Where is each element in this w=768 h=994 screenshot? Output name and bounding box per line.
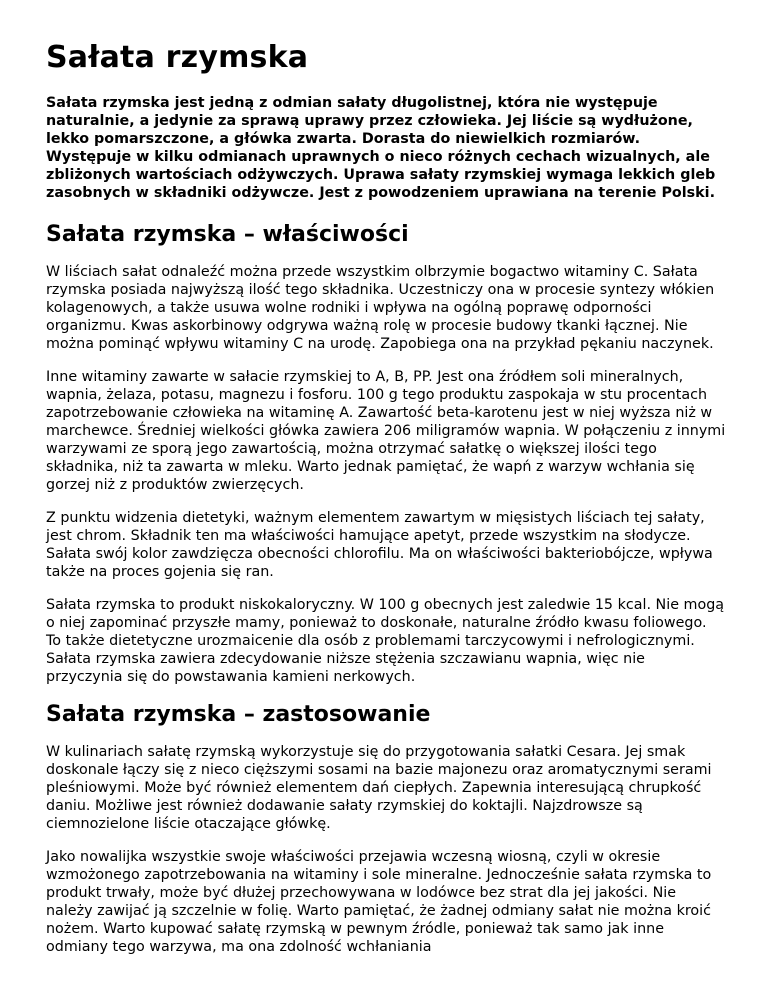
paragraph: Sałata rzymska to produkt niskokaloryczny. W 100 g obecnych jest zaledwie 15 kcal. Nie mogą o niej zapominać przyszłe mamy, ponieważ to doskonałe, naturalne źródło kwasu foliowego. To także dietetyczne urozmaicenie dla osób z problemami tarczycowymi i nefrologicznymi. Sałata rzymska zawiera zdecydowanie niższe stężenia szczawianu wapnia, więc nie przyczynia się do powstawania kamieni nerkowych.: [46, 597, 725, 685]
paragraph: Z punktu widzenia dietetyki, ważnym elementem zawartym w mięsistych liściach tej sałaty, jest chrom. Składnik ten ma właściwości hamujące apetyt, przede wszystkim na słodycze. Sałata swój kolor zawdzięcza obecności chlorofilu. Ma on właściwości bakteriobójcze, wpływa także na proces gojenia się ran.: [46, 510, 713, 580]
paragraph: Inne witaminy zawarte w sałacie rzymskiej to A, B, PP. Jest ona źródłem soli mineralnych, wapnia, żelaza, potasu, magnezu i fosforu. 100 g tego produktu zaspokaja w stu procentach zapotrzebowanie człowieka na witaminę A. Zawartość beta-karotenu jest w niej wyższa niż w marchewce. Średniej wielkości główka zawiera 206 miligramów wapnia. W połączeniu z innymi warzywami ze sporą jego zawartością, można otrzymać sałatkę o większej ilości tego składnika, niż ta zawarta w mleku. Warto jednak pamiętać, że wapń z warzyw wchłania się gorzej niż z produktów zwierzęcych.: [46, 369, 726, 493]
section-heading-properties: Sałata rzymska – właściwości: [46, 222, 409, 247]
page-title: Sałata rzymska: [46, 40, 309, 75]
paragraph: Jako nowalijka wszystkie swoje właściwości przejawia wczesną wiosną, czyli w okresie wzmożonego zapotrzebowania na witaminy i sole mineralne. Jednocześnie sałata rzymska to produkt trwały, może być dłużej przechowywana w lodówce bez strat dla jej jakości. Nie należy zawijać ją szczelnie w folię. Warto pamiętać, że żadnej odmiany sałat nie można kroić nożem. Warto kupować sałatę rzymską w pewnym źródle, ponieważ tak samo jak inne odmiany tego warzywa, ma ona zdolność wchłaniania: [46, 849, 712, 955]
article: [46, 40, 726, 971]
paragraph: W kulinariach sałatę rzymską wykorzystuje się do przygotowania sałatki Cesara. Jej smak doskonale łączy się z nieco cięższymi sosami na bazie majonezu oraz aromatycznymi serami pleśniowymi. Może być również elementem dań ciepłych. Zapewnia interesującą chrupkość daniu. Możliwe jest również dodawanie sałaty rzymskiej do koktajli. Najzdrowsze są ciemnozielone liście otaczające główkę.: [46, 744, 712, 832]
lead-paragraph: Sałata rzymska jest jedną z odmian sałaty długolistnej, która nie występuje naturalnie, a jedynie za sprawą uprawy przez człowieka. Jej liście są wydłużone, lekko pomarszczone, a główka zwarta. Dorasta do niewielkich rozmiarów. Występuje w kilku odmianach uprawnych o nieco różnych cechach wizualnych, ale zbliżonych wartościach odżywczych. Uprawa sałaty rzymskiej wymaga lekkich gleb zasobnych w składniki odżywcze. Jest z powodzeniem uprawiana na terenie Polski.: [46, 95, 716, 201]
paragraph: W liściach sałat odnaleźć można przede wszystkim olbrzymie bogactwo witaminy C. Sałata rzymska posiada najwyższą ilość tego składnika. Uczestniczy ona w procesie syntezy włókien kolagenowych, a także usuwa wolne rodniki i wpływa na ogólną poprawę odporności organizmu. Kwas askorbinowy odgrywa ważną rolę w procesie budowy tkanki łącznej. Nie można pominąć wpływu witaminy C na urodę. Zapobiega ona na przykład pękaniu naczynek.: [46, 264, 715, 352]
section-heading-usage: Sałata rzymska – zastosowanie: [46, 702, 431, 727]
